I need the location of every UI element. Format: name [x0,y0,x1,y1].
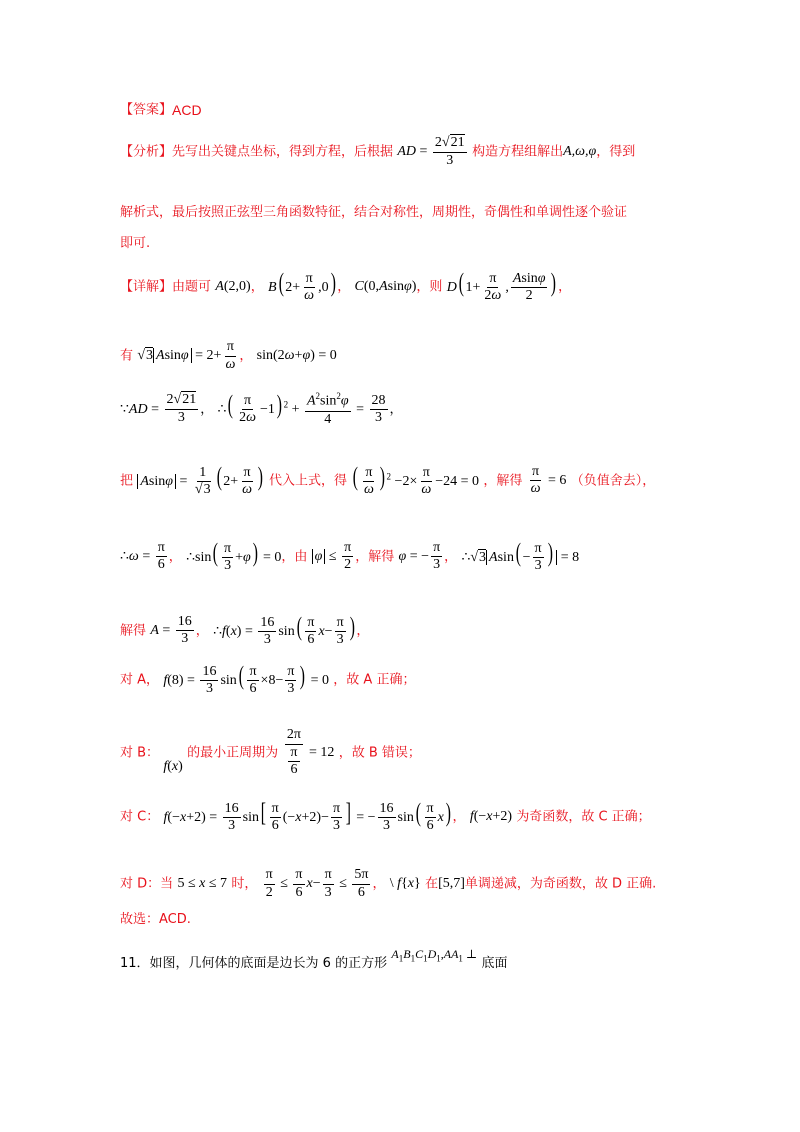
detail-then: 则 [429,279,443,295]
detail-label: 【详解】 [120,279,173,295]
analysis-text-3: ，得到 [596,144,636,160]
eq-22: \ f{x} [389,876,421,892]
eq-8: ∴ω = $\frac{\pi}{6}$ [120,539,165,573]
eq-16: f(x) [163,759,183,775]
eq-18: f(−x+2) = $\frac{16}{3}$ sin[ $\frac{\pi}{6}$ (−x+2)− $\frac{\pi}{3}$ ] = − $\frac{16}{3}$ sin( $\frac{\pi}{6}$ x) [163,798,451,834]
eq-6: ( $\frac{\pi}{\omega}$ ) $^2$ −2× $\frac{\pi}{\omega}$ −24 = 0 [353,462,480,498]
detail-line-2: 有 √3 Asinφ = 2+ $\frac{\pi}{\omega}$ ， sin(2ω+φ) = 0 [120,339,337,372]
check-d-in: 在 [425,876,439,892]
eq-5: Asinφ = $\frac{1}{√3}$ ( 2+ $\frac{\pi}{\omega}$ ) [137,474,264,489]
ad-equation: AD = $\frac{2√21}{3}$ [397,135,465,168]
analysis-label: 【分析】 [120,144,173,160]
check-b-result: ，故 B 错误； [338,745,421,761]
eq-19: f(−x+2) [469,808,513,824]
detail-line-4 [120,464,655,498]
check-d-label: 对 D：当 [120,876,174,892]
check-d-result: 单调递减，为奇函数，故 D 正确. [464,876,657,892]
check-a-line [120,663,415,697]
answer-label: 【答案】 [120,102,173,118]
ba-text: 把 [120,473,134,489]
analysis-text-1: 先写出关键点坐标，得到方程，后根据 [172,144,394,160]
solve-text: ，解得 [483,473,523,489]
analysis-line-1 [120,136,635,168]
q11-text: 11．如图，几何体的底面是边长为 6 的正方形 [120,956,388,972]
check-c-result: 为奇函数，故 C 正确； [516,809,651,825]
choice-line: 故选：ACD. [120,912,191,927]
check-c-line: 对 C： f(−x+2) = $\frac{16}{3}$ sin[ $\frac{\pi}{6}$ (−x+2)− $\frac{\pi}{3}$ ] = − $\frac{16}{3}$ sin( $\frac{\pi}{6}$ x) ， f(−x+2) 为奇函数，故 C 正确； [120,798,651,834]
check-d-line: 对 D：当 5 ≤ x ≤ 7 时， $\frac{\pi}{2}$ ≤ $\frac{\pi}{6}$ x− $\frac{\pi}{3}$ ≤ $\frac{5\pi}{6}$ ， \ f{x} 在[5,7]单调递减，为奇函数，故 D 正确. [120,867,657,900]
eq-7: $\frac{\pi}{\omega}$ = 6 [530,463,567,497]
analysis-text-2: 构造方程组解出 [472,144,564,160]
eq-20: 5 ≤ x ≤ 7 [177,876,228,892]
eq-2: sin(2ω+φ) = 0 [256,348,337,364]
check-b-line [120,728,421,778]
params: A,ω,φ [563,144,597,160]
eq-12: ∴√3 Asin( − $\frac{\pi}{3}$ ) = 8 [461,538,580,574]
detail-line-1: 【详解】由题可 A(2,0)， B( 2+ $\frac{\pi}{\omega}$ ,0) ， C(0,Asinφ)，则 D( 1+ $\frac{\pi}{2\omega}$ , $\frac{Asin\varphi}{2}$ ) ， [120,268,572,304]
jiede-text: 解得 [368,549,395,565]
detail-line-3: ∵AD = $\frac{2√21}{3}$ ， ∴( $\frac{\pi}{2\omega}$ −1) $^2$ + $\frac{A^2\sin^2\varphi}{4}$ = $\frac{28}{3}$ ， [120,390,403,427]
check-a-result: ，故 A 正确； [333,672,416,688]
analysis-line-3: 即可. [120,236,151,251]
point-a: A(2,0) [215,278,251,294]
check-b-mid: 的最小正周期为 [187,745,279,761]
analysis-line-2: 解析式，最后按照正弦型三角函数特征，结合对称性，周期性，奇偶性和单调性逐个验证 [120,205,628,220]
you2-text: 由 [294,549,308,565]
eq-21: $\frac{\pi}{2}$ ≤ $\frac{\pi}{6}$ x− $\frac{\pi}{3}$ ≤ $\frac{5\pi}{6}$ [265,867,369,900]
you-text: 有 [120,348,134,364]
check-d-when: 时， [231,876,258,892]
eq-10: φ ≤ $\frac{\pi}{2}$ [312,549,356,564]
point-c: C(0,Asinφ) [354,278,417,294]
check-a-label: 对 A， [120,672,160,688]
neg-note: （负值舍去）， [570,473,656,489]
eq-13: A = $\frac{16}{3}$ [150,613,192,647]
eq-14: ∴f(x) = $\frac{16}{3}$ sin( $\frac{\pi}{6}$ x− $\frac{\pi}{3}$ ) [213,612,355,648]
detail-line-6: 解得 A = $\frac{16}{3}$ ， ∴f(x) = $\frac{16}{3}$ sin( $\frac{\pi}{6}$ x− $\frac{\pi}{3}$ ) ， [120,612,370,648]
eq-23: [5,7] [438,876,465,892]
point-b: B( 2+ $\frac{\pi}{\omega}$ ,0) [268,268,336,304]
q11-math: $A_1B_1C_1D_1,AA_1$ ⊥ [391,947,478,964]
q11-line [120,947,508,972]
eq-3: ∵AD = $\frac{2√21}{3}$ [120,392,197,426]
eq-15: f(8) = $\frac{16}{3}$ sin( $\frac{\pi}{6}$ ×8− $\frac{\pi}{3}$ ) = 0 [163,661,329,697]
answer-value: ACD [172,102,202,118]
eq-11: φ = − $\frac{\pi}{3}$ [398,539,441,573]
eq-4: ∴( $\frac{\pi}{2\omega}$ −1) $^2$ + $\frac{A^2\sin^2\varphi}{4}$ = $\frac{28}{3}$ [217,390,386,427]
eq-1: √3 Asinφ = 2+ $\frac{\pi}{\omega}$ [137,339,236,372]
check-b-label: 对 B： [120,745,160,761]
answer-line [120,103,202,117]
jiede2-text: 解得 [120,623,147,639]
sub-text: 代入上式，得 [269,473,348,489]
q11-tail: 底面 [481,956,508,972]
point-d: D( 1+ $\frac{\pi}{2\omega}$ , $\frac{Asin\varphi}{2}$ ) [446,268,557,304]
eq-9: ∴sin( $\frac{\pi}{3}$ +φ) = 0 [186,538,282,574]
detail-line-5: ∴ω = $\frac{\pi}{6}$ ， ∴sin( $\frac{\pi}{3}$ +φ) = 0，由 φ ≤ $\frac{\pi}{2}$ ，解得 φ = − $\frac{\pi}{3}$ ， ∴√3 Asin( − $\frac{\pi}{3}$ ) = 8 [120,538,580,574]
eq-17: $\frac{2\pi}{\frac{\pi}{6}}$ = 12 [286,727,335,778]
check-c-label: 对 C： [120,809,160,825]
detail-intro: 由题可 [172,279,212,295]
